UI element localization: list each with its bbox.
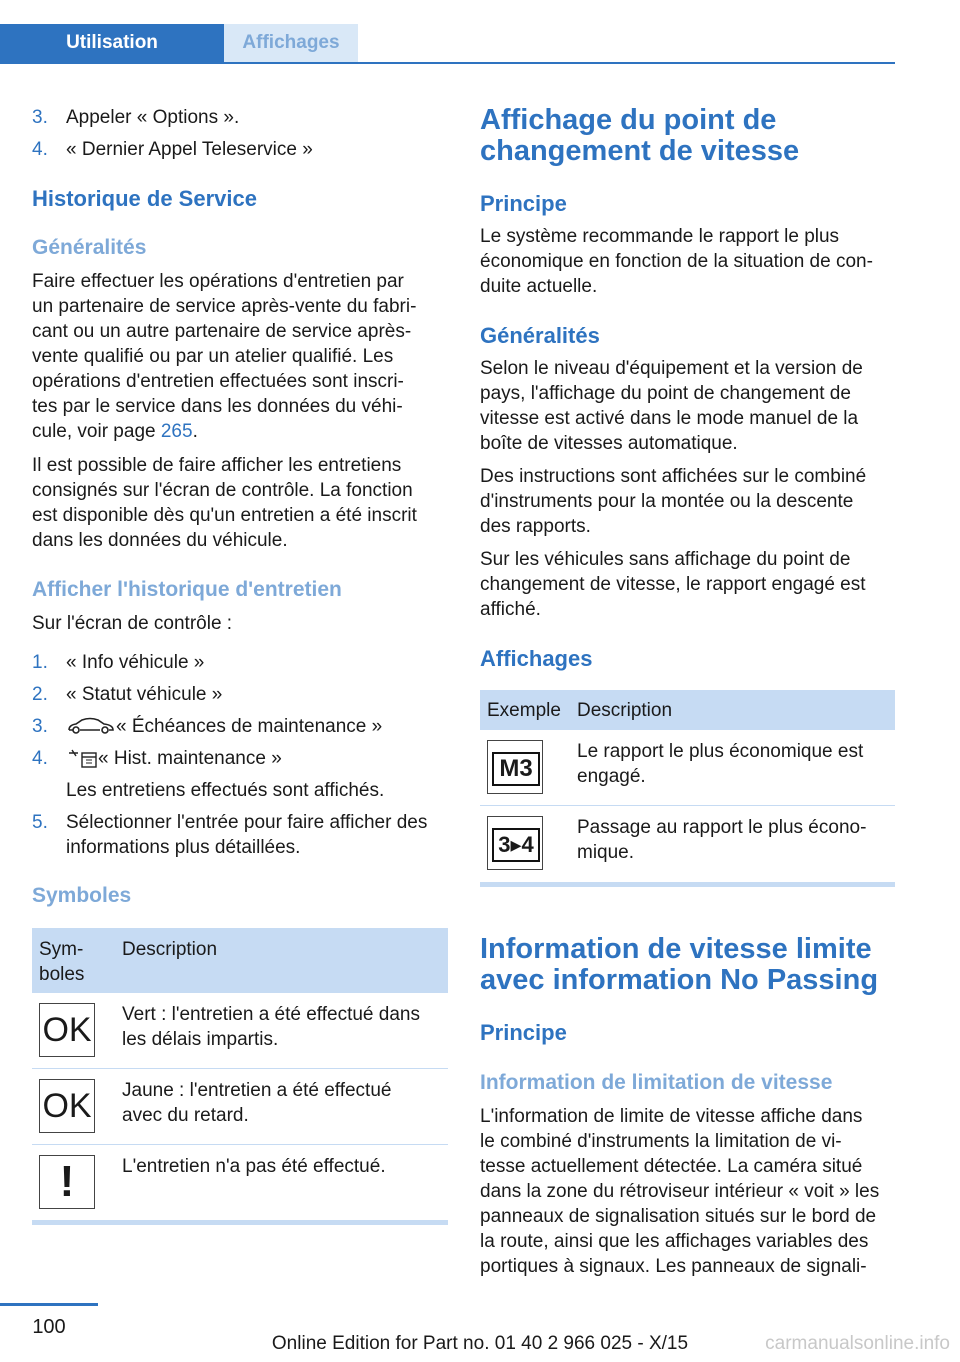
table-bottom-rule: [32, 1220, 448, 1225]
text-line: un partenaire de service après-vente du fabri-: [32, 296, 417, 317]
watermark: carmanualsonline.info: [765, 1333, 950, 1354]
step-text: « Statut véhicule »: [66, 684, 223, 705]
paragraph-possible: [32, 453, 452, 553]
text-line: vente qualifié ou par un atelier qualifié. Les: [32, 346, 394, 367]
text-line: L'information de limite de vitesse affiche dans: [480, 1106, 863, 1127]
paragraph-general: [32, 269, 452, 444]
heading-principle: Principe: [480, 191, 567, 216]
table-bottom-rule: [480, 882, 895, 887]
icon-text: !: [59, 1157, 75, 1206]
symbols-table-header: [32, 928, 448, 993]
step-number: 5.: [32, 812, 48, 833]
row-divider: [32, 1068, 448, 1069]
icon-text: M3: [492, 752, 540, 786]
text-line: d'instruments pour la montée ou la descente: [480, 491, 854, 512]
text-line: duite actuelle.: [480, 276, 598, 297]
table-cell: avec du retard.: [122, 1105, 249, 1126]
text-line: le combiné d'instruments la limitation de vi-: [480, 1131, 842, 1152]
paragraph-vehicles: [480, 547, 900, 622]
text-line: panneaux de signalisation situés sur le bord de: [480, 1206, 877, 1227]
text-line: informations plus détaillées.: [66, 837, 301, 858]
text-line: vitesse est activé dans le mode manuel de la: [480, 408, 859, 429]
step-number: 3.: [32, 716, 48, 737]
table-cell: les délais impartis.: [122, 1029, 279, 1050]
step-number: 3.: [32, 107, 48, 128]
text-line: Faire effectuer les opérations d'entretien par: [32, 271, 404, 292]
text-line: affiché.: [480, 599, 541, 620]
column-header: Description: [577, 700, 673, 721]
heading-general-right: Généralités: [480, 323, 600, 348]
text-line: [32, 419, 452, 444]
text: cule, voir page: [32, 421, 161, 442]
step-text: « Hist. maintenance »: [98, 748, 282, 769]
heading-service-history: Historique de Service: [32, 186, 257, 211]
car-icon: [66, 716, 116, 736]
heading-line: Information de vitesse limite: [480, 933, 872, 965]
table-cell: mique.: [577, 842, 635, 863]
examples-table-header: [480, 690, 895, 730]
heading-line: Affichage du point de: [480, 104, 777, 136]
step-number: 4.: [32, 748, 48, 769]
step-text: « Dernier Appel Teleservice »: [66, 139, 313, 160]
icon-text: 3▸4: [492, 828, 540, 862]
text-line: cant ou un autre partenaire de service après-: [32, 321, 412, 342]
online-edition-text: Online Edition for Part no. 01 40 2 966 025 - X/15: [271, 1333, 689, 1354]
step-number: 4.: [32, 139, 48, 160]
ok-yellow-icon: [39, 1079, 95, 1133]
page-link[interactable]: 265: [160, 421, 193, 442]
text-line: portiques à signaux. Les panneaux de signali-: [480, 1256, 867, 1277]
heading-show-history: Afficher l'historique d'entretien: [32, 578, 342, 601]
row-divider: [32, 1144, 448, 1145]
column-header: Exemple: [487, 700, 561, 721]
table-cell: Vert : l'entretien a été effectué dans: [122, 1004, 420, 1025]
text-line: économique en fonction de la situation de con-: [480, 251, 873, 272]
text-line: Sélectionner l'entrée pour faire afficher des: [66, 812, 428, 833]
step-number: 1.: [32, 652, 48, 673]
text-line: dans les données du véhicule.: [32, 530, 288, 551]
text-line: Il est possible de faire afficher les entretiens: [32, 455, 402, 476]
text-line: des rapports.: [480, 516, 591, 537]
text-line: Des instructions sont affichées sur le combiné: [480, 466, 867, 487]
step-text: [66, 810, 456, 860]
paragraph-limit: [480, 1104, 900, 1279]
ok-green-icon: [39, 1003, 95, 1057]
column-header: Sym-: [39, 939, 84, 960]
on-screen-text: Sur l'écran de contrôle :: [32, 613, 233, 634]
paragraph-general-right: [480, 356, 900, 456]
gear-m3-icon: [487, 740, 543, 794]
icon-text: OK: [42, 1011, 92, 1049]
text-line: changement de vitesse, le rapport engagé est: [480, 574, 866, 595]
heading-displays: Affichages: [480, 646, 593, 671]
table-cell: engagé.: [577, 766, 646, 787]
text-line: tesse actuellement détectée. La caméra situé: [480, 1156, 863, 1177]
step-number: 2.: [32, 684, 48, 705]
footer-rule: [0, 1303, 98, 1306]
heading-symbols: Symboles: [32, 884, 132, 907]
exclamation-icon: [39, 1155, 95, 1209]
paragraph-instructions: [480, 464, 900, 539]
page-header: [0, 24, 895, 64]
step-note: Les entretiens effectués sont affichés.: [66, 780, 385, 801]
text-line: boîte de vitesses automatique.: [480, 433, 738, 454]
text-line: pays, l'affichage du point de changement de: [480, 383, 851, 404]
heading-general: Généralités: [32, 236, 147, 259]
table-cell: Le rapport le plus économique est: [577, 741, 864, 762]
text-line: dans la zone du rétroviseur intérieur « voit » les: [480, 1181, 880, 1202]
heading-principle-2: Principe: [480, 1020, 567, 1045]
step-text: « Info véhicule »: [66, 652, 205, 673]
text: .: [192, 421, 198, 442]
gear-upshift-icon: [487, 816, 543, 870]
table-cell: Jaune : l'entretien a été effectué: [122, 1080, 392, 1101]
text-line: est disponible dès qu'un entretien a été inscrit: [32, 505, 417, 526]
tab-utilisation[interactable]: Utilisation: [0, 24, 224, 62]
step-text: « Échéances de maintenance »: [116, 716, 383, 737]
heading-line: avec information No Passing: [480, 964, 879, 996]
text-line: la route, ainsi que les affichages variables des: [480, 1231, 869, 1252]
text-line: tes par le service dans les données du véhi-: [32, 396, 403, 417]
text-line: Le système recommande le rapport le plus: [480, 226, 840, 247]
heading-gear-shift: [480, 105, 799, 167]
table-cell: L'entretien n'a pas été effectué.: [122, 1156, 386, 1177]
text-line: Sur les véhicules sans affichage du point de: [480, 549, 851, 570]
text-line: Selon le niveau d'équipement et la version de: [480, 358, 863, 379]
row-divider: [480, 805, 895, 806]
icon-text: OK: [42, 1087, 92, 1125]
step-text: Appeler « Options ».: [66, 107, 240, 128]
page-number: 100: [32, 1316, 66, 1338]
column-header: boles: [39, 964, 85, 985]
text-line: consignés sur l'écran de contrôle. La fonction: [32, 480, 413, 501]
heading-speed-limit: [480, 934, 878, 996]
maintenance-calendar-icon: [68, 747, 100, 769]
heading-line: changement de vitesse: [480, 135, 800, 167]
heading-limit-info: Information de limitation de vitesse: [480, 1071, 833, 1094]
paragraph-principle: [480, 224, 900, 299]
text-line: opérations d'entretien effectuées sont inscri-: [32, 371, 404, 392]
table-cell: Passage au rapport le plus écono-: [577, 817, 867, 838]
tab-affichages[interactable]: Affichages: [224, 24, 358, 62]
column-header: Description: [122, 939, 218, 960]
